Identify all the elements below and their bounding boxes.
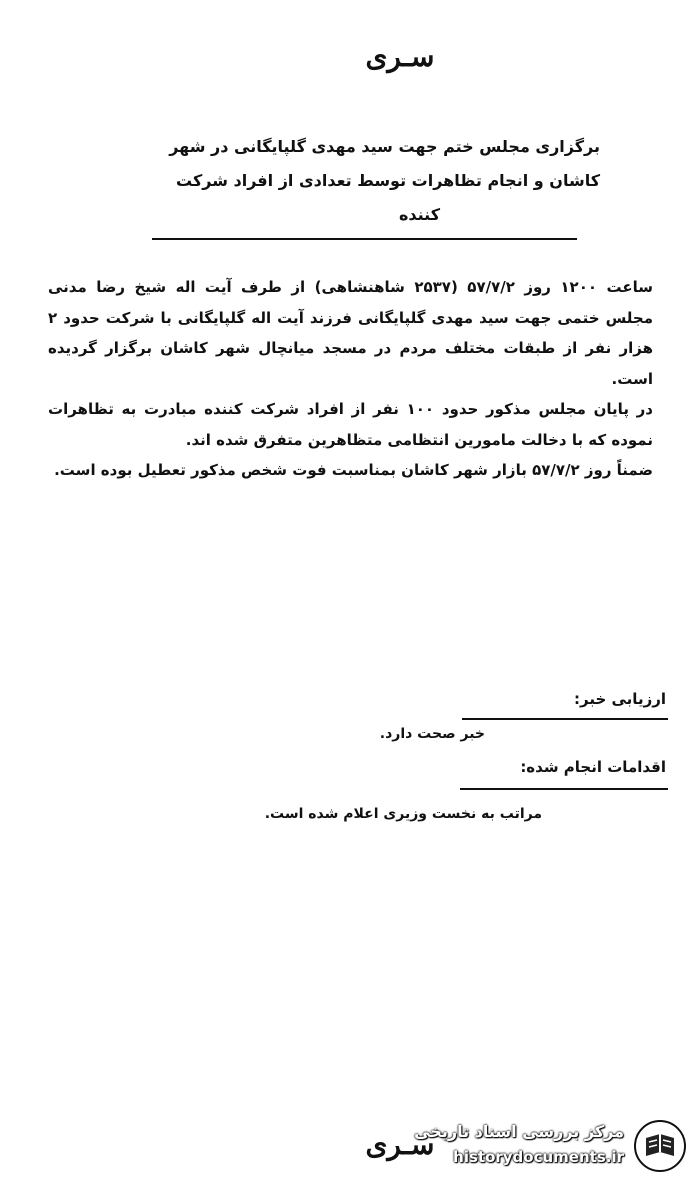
subject-line-2: کاشان و انجام تظاهرات توسط تعدادی از افراد شرکت (176, 171, 600, 190)
evaluation-heading-underline (462, 718, 668, 720)
actions-heading-underline (460, 788, 668, 790)
watermark-title: مرکز بررسی اسناد تاریخی (414, 1122, 624, 1141)
watermark-url: historydocuments.ir (453, 1148, 624, 1166)
book-emblem-icon (632, 1118, 688, 1174)
watermark-logo (414, 1118, 690, 1174)
classification-top: سـری (365, 40, 435, 73)
evaluation-text: خبر صحت دارد. (379, 726, 485, 742)
classification-bottom: سـری (365, 1128, 435, 1161)
subject-line-3: کننده (398, 205, 440, 224)
subject-line-1: برگزاری مجلس ختم جهت سید مهدی گلپایگانی در شهر (169, 137, 600, 156)
body-paragraph-3: ضمناً روز ۵۷/۷/۲ بازار شهر کاشان بمناسبت فوت شخص مذکور تعطیل بوده است. (54, 461, 653, 479)
actions-heading: اقدامات انجام شده: (520, 758, 666, 776)
subject-underline (152, 238, 577, 240)
body-paragraph-2: در پایان مجلس مذکور حدود ۱۰۰ نفر از افراد شرکت کننده مبادرت به تظاهرات نموده که با دخالت مامورین انتظامی متظاهرین متفرق شده اند. (48, 400, 653, 449)
report-body (48, 272, 653, 486)
evaluation-heading: ارزیابی خبر: (574, 690, 666, 708)
subject-block (150, 130, 600, 232)
actions-text: مراتب به نخست وزیری اعلام شده است. (264, 806, 542, 822)
body-paragraph-1: ساعت ۱۲۰۰ روز ۵۷/۷/۲ (۲۵۳۷ شاهنشاهی) از طرف آیت اله شیخ رضا مدنی مجلس ختمی جهت سید مهدی گلپایگانی فرزند آیت اله گلپایگانی با شرکت حدود ۲ هزار نفر از طبقات مختلف مردم در مسجد میانچال شهر کاشان برگزار گردیده است. (48, 278, 654, 388)
